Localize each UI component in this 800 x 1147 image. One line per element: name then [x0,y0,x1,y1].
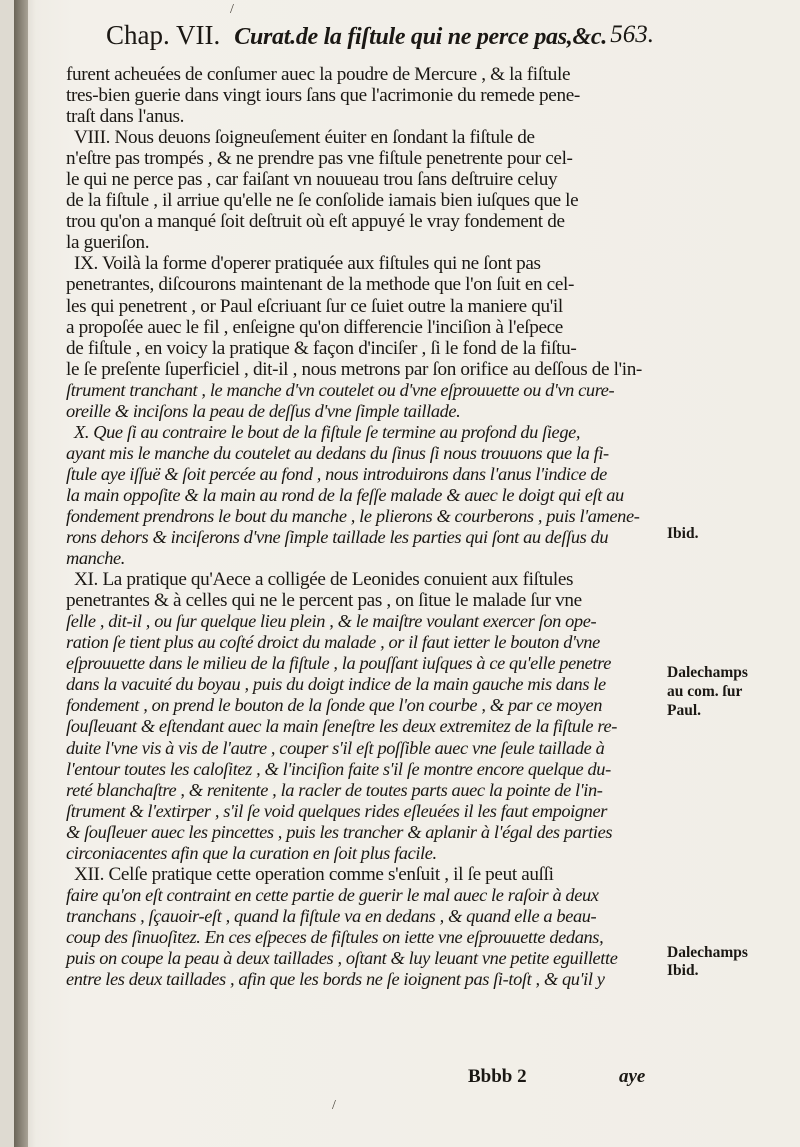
text-line: la main oppoſite & la main au rond de la feſſe malade & auec le doigt qui eſt au [66,484,624,505]
margin-note-dalechamps: Dalechamps [667,664,748,681]
text-line: les qui penetrent , or Paul eſcriuant ſur ce ſuiet outre la maniere qu'il [66,295,563,317]
text-line: trou qu'on a manqué ſoit deſtruit où eſt appuyé le vray fondement de [66,211,565,233]
text-line: eſprouuette dans le milieu de la fiſtule , la pouſſant iuſques à ce qu'elle penetre [66,653,611,674]
text-line: furent acheuées de conſumer auec la poudre de Mercure , & la fiſtule [66,64,571,85]
text-line: & ſouſleuer auec les pincettes , puis les trancher & aplanir à l'égal des parties [66,821,613,842]
text-line: ſtrument tranchant , le manche d'vn coutelet ou d'vne eſprouuette ou d'vn cure- [66,379,615,400]
text-line: l'entour toutes les caloſitez , & l'inciſion faite s'il ſe montre encore quelque du- [66,758,611,779]
text-line: ſouſleuant & eſtendant auec la main ſeneſtre les deux extremitez de la fiſtule re- [66,716,617,737]
text-line: coup des ſinuoſitez. En ces eſpeces de fiſtules on iette vne eſprouuette dedans, [66,926,604,947]
signature-mark: Bbbb 2 [468,1066,527,1087]
text-line: a propoſée auec le fil , enſeigne qu'on differencie l'inciſion à l'eſpece [66,316,563,338]
text-line: ration ſe tient plus au coſté droict du malade , or il faut ietter le bouton d'vne [66,632,600,653]
text-line: oreille & inciſons la peau de deſſus d'vne ſimple taillade. [66,400,461,421]
page-gutter-shadow [14,0,28,1147]
margin-note-ibid: Ibid. [667,525,699,542]
text-line: fondement , on prend le bouton de la ſonde que l'on courbe , & par ce moyen [66,695,603,716]
text-line: le ſe preſente ſuperficiel , dit-il , nous metrons par ſon orifice au deſſous de l'in- [66,358,642,380]
book-page [14,0,800,1147]
running-header [106,20,654,64]
text-line: XI. La pratique qu'Aece a colligée de Leonides conuient aux fiſtules [74,569,574,591]
text-line: n'eſtre pas trompés , & ne prendre pas vne fiſtule penetrente pour cel- [66,148,573,170]
text-line: dans la vacuité du boyau , puis du doigt indice de la main gauche mis dans le [66,674,606,695]
text-line: entre les deux taillades , afin que les bords ne ſe ioignent pas ſi-toſt , & qu'il y [66,969,605,990]
text-line: tres-bien guerie dans vingt iours ſans que l'acrimonie du remede pene- [66,85,580,107]
text-line: penetrantes, diſcourons maintenant de la methode que l'on ſuit en cel- [66,274,575,296]
body-text [66,64,666,990]
catchword: aye [619,1066,646,1087]
margin-note-ibid-2: Ibid. [667,962,699,979]
text-line: faire qu'on eſt contraint en cette partie de guerir le mal auec le raſoir à deux [66,884,599,905]
text-line: rons dehors & inciſerons d'vne ſimple taillade les parties qui ſont au deſſus du [66,527,609,548]
text-line: tranchans , ſçauoir-eſt , quand la fiſtule va en dedans , & quand elle a beau- [66,905,597,926]
text-line: reté blanchaſtre , & renitente , la racler de toutes parts auec la pointe de l'in- [66,779,603,800]
page-footer [14,1066,674,1090]
text-line: IX. Voilà la forme d'operer pratiquée aux fiſtules qui ne ſont pas [74,253,541,275]
page-number: 563. [610,21,654,48]
ink-mark: / [230,2,234,17]
text-line: ayant mis le manche du coutelet au dedans du ſinus ſi nous trouuons que la fi- [66,442,609,463]
margin-note-dalechamps-cont: au com. ſur [667,683,743,700]
text-line: duite l'vne vis à vis de l'autre , couper s'il eſt poſſible auec vne ſeule taillade à [66,737,605,758]
text-line: ſtule aye iſſuë & ſoit percée au fond , nous introduirons dans l'anus l'indice de [66,463,607,484]
margin-note-dalechamps-2: Dalechamps [667,944,748,961]
text-line: circoniacentes afin que la curation en ſoit plus facile. [66,842,437,863]
text-line: la gueriſon. [66,232,150,254]
text-line: traſt dans l'anus. [66,106,185,128]
text-line: VIII. Nous deuons ſoigneuſement éuiter en ſondant la fiſtule de [74,127,535,149]
text-line: puis on coupe la peau à deux taillades , oſtant & luy leuant vne petite eguillette [66,947,618,968]
text-line: penetrantes & à celles qui ne le percent pas , on ſitue le malade ſur vne [66,590,582,612]
margin-note-dalechamps-paul: Paul. [667,702,702,719]
chapter-label: Chap. VII. [106,20,221,50]
text-line: le qui ne perce pas , car faiſant vn nouueau trou ſans deſtruire celuy [66,169,558,191]
text-line: X. Que ſi au contraire le bout de la fiſtule ſe termine au profond du ſiege, [74,421,581,442]
text-line: XII. Celſe pratique cette operation comme s'enſuit , il ſe peut auſſi [74,863,554,885]
text-line: ſtrument & l'extirper , s'il ſe void quelques rides eſleuées il les faut empoigner [66,800,607,821]
text-line: de la fiſtule , il arriue qu'elle ne ſe conſolide iamais bien iuſques que le [66,190,579,212]
ink-mark: / [332,1098,336,1113]
running-title: Curat.de la fiſtule qui ne perce pas,&c. [234,24,607,50]
text-line: de fiſtule , en voicy la pratique & façon d'inciſer , ſi le fond de la fiſtu- [66,337,577,359]
text-line: manche. [66,548,125,569]
text-line: fondement prendrons le bout du manche , le plierons & courberons , puis l'amene- [66,505,640,526]
text-line: ſelle , dit-il , ou ſur quelque lieu plein , & le maiſtre voulant exercer ſon ope- [66,611,597,632]
